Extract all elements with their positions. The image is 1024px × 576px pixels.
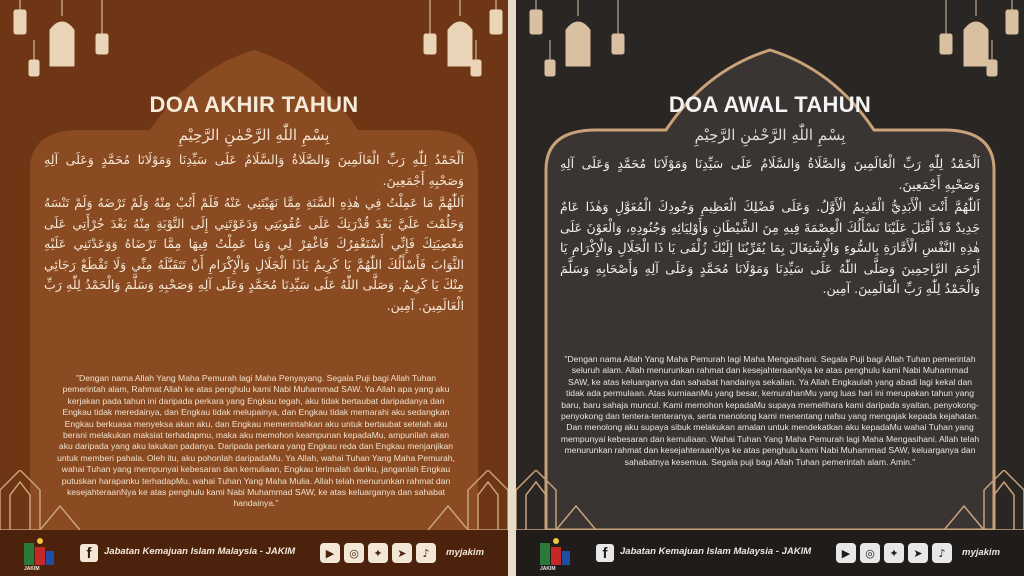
malay-translation: "Dengan nama Allah Yang Maha Pemurah lagi Maha Mengasihani. Segala Puji bagi Allah Tuhan pemerintah seluruh alam. Allah menurunkan rahmat dan kesejahteraanNya ke atas penghulu kami Nabi Muhammad SAW, ke atas keluarganya dan sahabat handainya sekalian. Ya Allah Engkaulah yang abadi lagi kekal dan tidak ada permulaan. Atas kurniaanMu yang besar, kemurahanMu yang luas hari ini merupakan tahun yang baru, baru sahaja muncul. Kami memohon kepadaMu supaya memelihara kami daripada syaitan, penyokong-penyokong dan tentera-tenteranya, serta menolong kami menentang nafsu yang mengajak kepada kejahatan. Dan menolong aku supaya sibuk melakukan amalan untuk mendekatkan aku kepadaMu wahai Tuhan yang mempunyai kebesaran dan kemuliaan. Wahai Tuhan Yang Maha Pemurah lagi Maha Mengasihani. Allah telah menurunkan rahmat dan kesejahteraanNya ke atas penghulu kami Nabi Muhammad SAW, keluarganya dan sahabatnya kesemua. Segala puji bagi Allah Tuhan pemerintah alam. Amin." <box>560 354 980 467</box>
bismillah-calligraphy: بِسْمِ اللّٰهِ الرَّحْمٰنِ الرَّحِيْمِ <box>178 126 330 144</box>
tiktok-icon[interactable]: ♪ <box>932 543 952 563</box>
jakim-logo <box>538 537 574 571</box>
footer-bar <box>516 530 1024 576</box>
instagram-icon[interactable]: ◎ <box>344 543 364 563</box>
right-corner-ornament <box>942 470 1024 530</box>
page-title: DOA AWAL TAHUN <box>668 92 872 117</box>
doa-akhir-tahun-panel <box>0 0 508 576</box>
telegram-icon[interactable]: ➤ <box>908 543 928 563</box>
facebook-icon[interactable]: f <box>80 544 98 562</box>
arabic-body: اَللّٰهُمَّ أَنْتَ الْأَبَدِيُّ الْقَدِيمُ الْأَوَّلُ. وَعَلَى فَضْلِكَ الْعَظِيمِ وَجُودِكَ الْمُعَوَّلِ وَهٰذَا عَامٌ جَدِيدٌ قَدْ أَقْبَلَ عَلَيْنَا نَسْأَلُكَ الْعِصْمَةَ فِيهِ مِنَ الشَّيْطَانِ وَأَوْلِيَائِهِ وَجُنُودِهِ، وَالْعَوْنَ عَلَى هٰذِهِ النَّفْسِ الْأَمَّارَةِ بِالسُّوءِ وَالْإِشْتِغَالَ بِمَا يُقَرِّبُنَا إِلَيْكَ زُلْفَى يَا ذَا الْجَلَالِ وَالْإِكْرَامِ يَا أَرْحَمَ الرَّاحِمِينَ وَصَلَّى اللّٰهُ عَلَى سَيِّدِنَا وَمَوْلَانَا مُحَمَّدٍ وَعَلَى آلِهِ وَأَصْحَابِهِ وَسَلَّمَ وَالْحَمْدُ لِلّٰهِ رَبِّ الْعَالَمِينَ. آمِين. <box>560 199 980 296</box>
left-corner-ornament <box>516 470 598 530</box>
instagram-icon[interactable]: ◎ <box>860 543 880 563</box>
svg-text:JAKIM: JAKIM <box>24 566 40 571</box>
agency-name: Jabatan Kemajuan Islam Malaysia - JAKIM <box>104 546 296 557</box>
youtube-icon[interactable]: ▶ <box>320 543 340 563</box>
social-icons <box>836 543 952 563</box>
twitter-icon[interactable]: ✦ <box>368 543 388 563</box>
social-handle: myjakim <box>962 547 1001 558</box>
arabic-prayer-text <box>560 154 980 302</box>
youtube-icon[interactable]: ▶ <box>836 543 856 563</box>
arabic-opening: اَلْحَمْدُ لِلّٰهِ رَبِّ الْعَالَمِينَ وَالصَّلَاةُ وَالسَّلَامُ عَلَى سَيِّدِنَا وَمَوْلَانَا مُحَمَّدٍ وَعَلَى آلِهِ وَصَحْبِهِ أَجْمَعِينَ. <box>560 156 980 192</box>
agency-name: Jabatan Kemajuan Islam Malaysia - JAKIM <box>620 546 812 557</box>
facebook-icon[interactable]: f <box>596 544 614 562</box>
malay-translation: "Dengan nama Allah Yang Maha Pemurah lagi Maha Penyayang. Segala Puji bagi Allah Tuhan pemerintah alam, Rahmat Allah ke atas penghulu kami Nabi Muhammad SAW. Ya Allah apa yang aku kerjakan pada tahun ini daripada perkara yang Engkau tegah, aku tidak bertaubat daripadanya dan Engkau tidak meredainya, dan Engkau tidak melupainya, dan Engkau tidak memarahi aku sedangkan Engkau berkuasa menyeksa akan aku, dan Engkau memerintahkan aku untuk bertaubat setelah aku berani melakukan maksiat terhadapmu, maka aku memohon keampunan kepadaMu, ampunilah akan aku daripada yang aku lakukan padanya. Daripada perkara yang Engkau reda dan Engkau menjanjikan untuk memberi pahala. Oleh itu, aku pohonlah daripadaMu. Ya Allah, wahai Tuhan Yang Maha Pemurah, wahai Tuhan yang mempunyai kebesaran dan kemuliaan, Engkau terimalah dariku, janganlah Engkau putuskan harapanku terhadapMu, wahai Tuhan Yang Maha Mulia. Allah telah menurunkan rahmat dan kesejahteraanNya ke atas penghulu kami Nabi Muhammad SAW, ke atas keluarganya dan sahabat handainya." <box>57 373 455 509</box>
arabic-body: اَللّٰهُمَّ مَا عَمِلْتُ فِي هٰذِهِ السَّنَةِ مِمَّا نَهَيْتَنِي عَنْهُ فَلَمْ أَتُبْ مِنْهُ وَلَمْ تَرْضَهُ وَلَمْ تَنْسَهُ وَحَلُمْتَ عَلَيَّ بَعْدَ قُدْرَتِكَ عَلَى عُقُوبَتِي وَدَعَوْتَنِي إِلَى التَّوْبَةِ مِنْهُ بَعْدَ جُرْأَتِي عَلَى مَعْصِيَتِكَ فَإِنِّي أَسْتَغْفِرُكَ فَاغْفِرْ لِي وَمَا عَمِلْتُ فِيهَا مِمَّا تَرْضَاهُ وَوَعَدْتَنِي عَلَيْهِ الثَّوَابَ فَأَسْأَلُكَ اللّٰهُمَّ يَا كَرِيمُ يَاذَا الْجَلَالِ وَالْإِكْرَامِ أَنْ تَتَقَبَّلَهُ مِنِّي وَلَا تَقْطَعْ رَجَائِي مِنْكَ يَا كَرِيمُ. وَصَلَّى اللّٰهُ عَلَى سَيِّدِنَا مُحَمَّدٍ وَعَلَى آلِهِ وَصَحْبِهِ وَسَلَّمَ وَالْحَمْدُ لِلّٰهِ رَبِّ الْعَالَمِينَ. آمِين. <box>44 195 464 313</box>
svg-text:JAKIM: JAKIM <box>540 566 556 571</box>
social-handle: myjakim <box>446 547 485 558</box>
twitter-icon[interactable]: ✦ <box>884 543 904 563</box>
arabic-opening: اَلْحَمْدُ لِلّٰهِ رَبِّ الْعَالَمِينَ وَالصَّلَاةُ وَالسَّلَامُ عَلَى سَيِّدِنَا وَمَوْلَانَا مُحَمَّدٍ وَعَلَى آلِهِ وَصَحْبِهِ أَجْمَعِينَ. <box>44 152 464 188</box>
footer-bar <box>0 530 508 576</box>
tiktok-icon[interactable]: ♪ <box>416 543 436 563</box>
social-icons <box>320 543 436 563</box>
jakim-logo <box>22 537 58 571</box>
arabic-prayer-text <box>44 150 464 318</box>
page-title: DOA AKHIR TAHUN <box>149 92 359 117</box>
bismillah-calligraphy: بِسْمِ اللّٰهِ الرَّحْمٰنِ الرَّحِيْمِ <box>694 126 846 144</box>
telegram-icon[interactable]: ➤ <box>392 543 412 563</box>
doa-awal-tahun-panel <box>516 0 1024 576</box>
